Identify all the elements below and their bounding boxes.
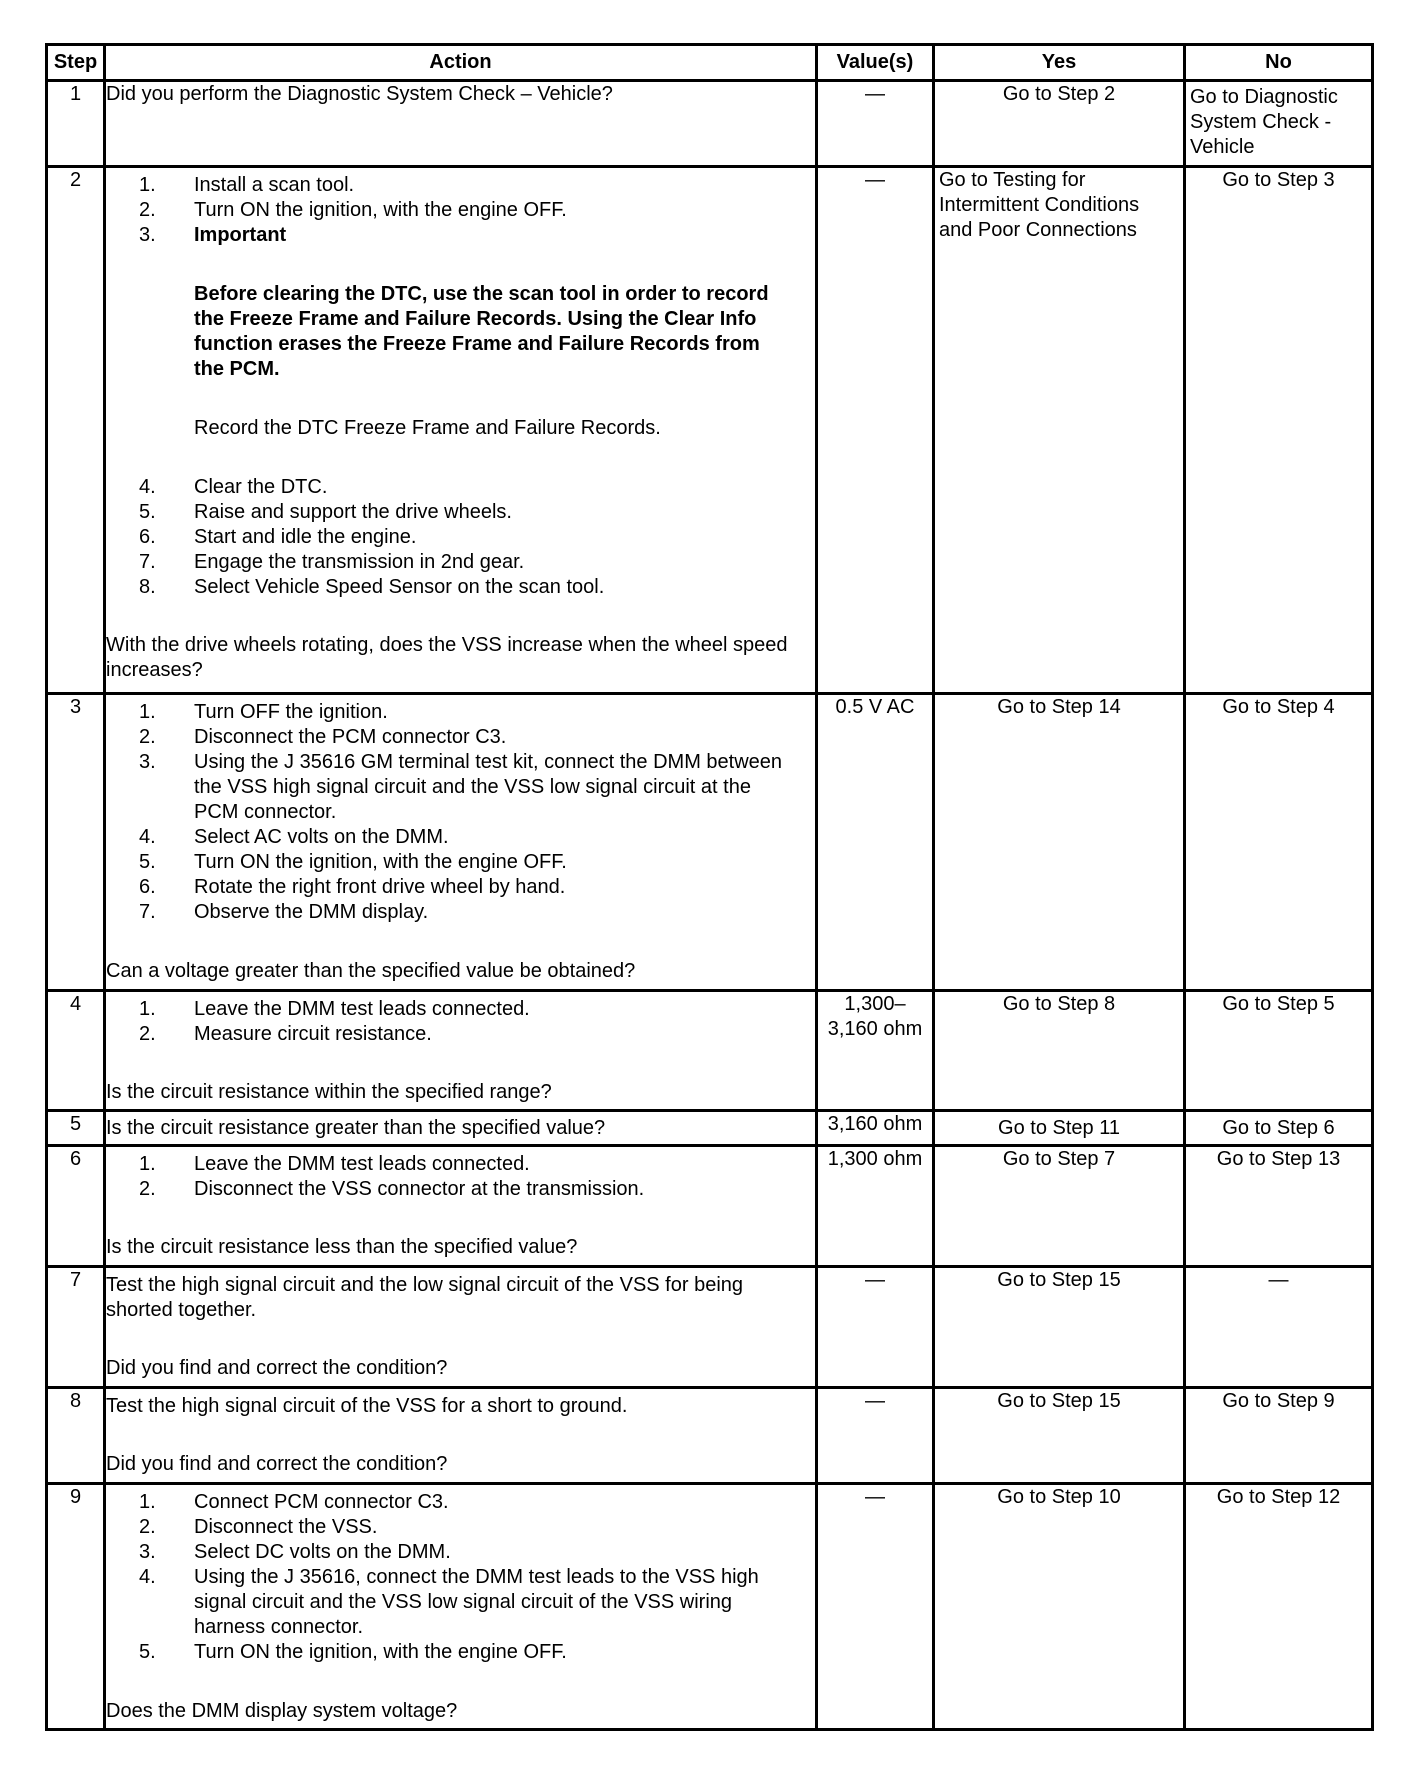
instruction-list bbox=[106, 1490, 815, 1665]
action-cell bbox=[105, 81, 817, 167]
list-item: 6. Start and idle the engine. bbox=[139, 526, 417, 548]
question-text: Is the circuit resistance greater than the specified value? bbox=[106, 1117, 606, 1139]
action-cell bbox=[105, 1484, 817, 1730]
list-item: 1. Connect PCM connector C3. bbox=[139, 1491, 449, 1513]
step-number: 7 bbox=[47, 1267, 105, 1388]
value-cell: — bbox=[817, 1484, 934, 1730]
list-item: 1. Leave the DMM test leads connected. bbox=[139, 998, 530, 1020]
value-cell: — bbox=[817, 81, 934, 167]
list-item: 2. Disconnect the VSS. bbox=[139, 1516, 378, 1538]
header-no: No bbox=[1185, 45, 1373, 81]
action-cell bbox=[105, 167, 817, 694]
test-instruction: Test the high signal circuit and the low signal circuit of the VSS for being shorted together. bbox=[106, 1274, 744, 1321]
action-cell bbox=[105, 1146, 817, 1267]
question-text: Did you find and correct the condition? bbox=[106, 1453, 448, 1475]
list-item: 5. Raise and support the drive wheels. bbox=[139, 501, 512, 523]
table-row bbox=[47, 167, 1373, 694]
instruction-list bbox=[106, 475, 815, 600]
question-text: Did you perform the Diagnostic System Check – Vehicle? bbox=[106, 83, 613, 105]
instruction-list bbox=[106, 173, 815, 248]
yes-cell: Go to Step 7 bbox=[934, 1146, 1185, 1267]
no-cell: Go to Step 3 bbox=[1185, 167, 1373, 694]
no-cell bbox=[1185, 81, 1373, 167]
step-number: 3 bbox=[47, 694, 105, 991]
question-text: Does the DMM display system voltage? bbox=[106, 1700, 458, 1722]
list-item: 4. Using the J 35616, connect the DMM test leads to the VSS high signal circuit and the VSS low signal circuit of the VSS wiring harness connector. bbox=[139, 1566, 759, 1638]
action-cell bbox=[105, 1267, 817, 1388]
step-number: 6 bbox=[47, 1146, 105, 1267]
list-item: 4. Select AC volts on the DMM. bbox=[139, 826, 449, 848]
table-row bbox=[47, 1484, 1373, 1730]
question-text: Is the circuit resistance less than the specified value? bbox=[106, 1236, 578, 1258]
no-cell: Go to Step 9 bbox=[1185, 1388, 1373, 1484]
no-cell: — bbox=[1185, 1267, 1373, 1388]
header-row bbox=[47, 45, 1373, 81]
value-cell: 1,300 ohm bbox=[817, 1146, 934, 1267]
value-range: 1,300– 3,160 ohm bbox=[827, 993, 923, 1040]
header-step: Step bbox=[47, 45, 105, 81]
no-cell: Go to Step 6 bbox=[1185, 1111, 1373, 1146]
value-cell: 3,160 ohm bbox=[817, 1111, 934, 1146]
table-row bbox=[47, 694, 1373, 991]
no-cell: Go to Step 4 bbox=[1185, 694, 1373, 991]
diagnostic-table bbox=[45, 43, 1374, 1731]
instruction-list bbox=[106, 997, 815, 1047]
header-yes: Yes bbox=[934, 45, 1185, 81]
step-number: 5 bbox=[47, 1111, 105, 1146]
list-item: 2. Measure circuit resistance. bbox=[139, 1023, 432, 1045]
step-number: 8 bbox=[47, 1388, 105, 1484]
question-text: With the drive wheels rotating, does the VSS increase when the wheel speed increases? bbox=[106, 634, 788, 681]
yes-cell: Go to Step 15 bbox=[934, 1267, 1185, 1388]
value-cell: 0.5 V AC bbox=[817, 694, 934, 991]
yes-cell: Go to Step 14 bbox=[934, 694, 1185, 991]
record-instruction: Record the DTC Freeze Frame and Failure Records. bbox=[194, 417, 661, 439]
step-number: 4 bbox=[47, 991, 105, 1111]
table-row bbox=[47, 1267, 1373, 1388]
yes-cell: Go to Step 2 bbox=[934, 81, 1185, 167]
action-cell bbox=[105, 1111, 817, 1146]
step-number: 9 bbox=[47, 1484, 105, 1730]
value-cell: — bbox=[817, 1388, 934, 1484]
list-item: 1. Leave the DMM test leads connected. bbox=[139, 1153, 530, 1175]
instruction-list bbox=[106, 1152, 815, 1202]
list-item: 5. Turn ON the ignition, with the engine OFF. bbox=[139, 851, 567, 873]
no-cell: Go to Step 5 bbox=[1185, 991, 1373, 1111]
list-item: 4. Clear the DTC. bbox=[139, 476, 328, 498]
header-action: Action bbox=[105, 45, 817, 81]
list-item: 7. Engage the transmission in 2nd gear. bbox=[139, 551, 525, 573]
list-item: 3. Using the J 35616 GM terminal test kit, connect the DMM between the VSS high signal circuit and the VSS low signal circuit at the PCM connector. bbox=[139, 751, 783, 823]
list-item: 3. Select DC volts on the DMM. bbox=[139, 1541, 451, 1563]
list-item: 3. Important bbox=[139, 224, 287, 246]
value-cell: — bbox=[817, 1267, 934, 1388]
list-item: 8. Select Vehicle Speed Sensor on the scan tool. bbox=[139, 576, 605, 598]
table-row bbox=[47, 1388, 1373, 1484]
value-cell: — bbox=[817, 167, 934, 694]
action-cell bbox=[105, 991, 817, 1111]
header-value: Value(s) bbox=[817, 45, 934, 81]
important-note: Before clearing the DTC, use the scan tool in order to record the Freeze Frame and Failure Records. Using the Clear Info function erases the Freeze Frame and Failure Records from the PCM. bbox=[194, 283, 769, 380]
list-item: 2. Disconnect the PCM connector C3. bbox=[139, 726, 507, 748]
list-item: 7. Observe the DMM display. bbox=[139, 901, 429, 923]
table-row bbox=[47, 81, 1373, 167]
yes-cell: Go to Step 8 bbox=[934, 991, 1185, 1111]
step-number: 1 bbox=[47, 81, 105, 167]
yes-cell bbox=[934, 167, 1185, 694]
yes-cell: Go to Step 11 bbox=[934, 1111, 1185, 1146]
table-row bbox=[47, 1146, 1373, 1267]
yes-link-text: Go to Testing for Intermittent Conditions and Poor Connections bbox=[939, 169, 1140, 241]
list-item: 6. Rotate the right front drive wheel by hand. bbox=[139, 876, 566, 898]
no-cell: Go to Step 12 bbox=[1185, 1484, 1373, 1730]
list-item: 1. Turn OFF the ignition. bbox=[139, 701, 388, 723]
list-item: 2. Disconnect the VSS connector at the transmission. bbox=[139, 1178, 645, 1200]
table-row bbox=[47, 1111, 1373, 1146]
list-item: 5. Turn ON the ignition, with the engine OFF. bbox=[139, 1641, 567, 1663]
list-item: 1. Install a scan tool. bbox=[139, 174, 355, 196]
yes-cell: Go to Step 15 bbox=[934, 1388, 1185, 1484]
table-row bbox=[47, 991, 1373, 1111]
action-cell bbox=[105, 694, 817, 991]
question-text: Is the circuit resistance within the specified range? bbox=[106, 1081, 552, 1103]
step-number: 2 bbox=[47, 167, 105, 694]
no-cell: Go to Step 13 bbox=[1185, 1146, 1373, 1267]
value-cell bbox=[817, 991, 934, 1111]
no-link-text: Go to Diagnostic System Check - Vehicle bbox=[1190, 86, 1338, 158]
yes-cell: Go to Step 10 bbox=[934, 1484, 1185, 1730]
action-cell bbox=[105, 1388, 817, 1484]
question-text: Did you find and correct the condition? bbox=[106, 1357, 448, 1379]
test-instruction: Test the high signal circuit of the VSS for a short to ground. bbox=[106, 1395, 628, 1417]
instruction-list bbox=[106, 700, 815, 925]
question-text: Can a voltage greater than the specified value be obtained? bbox=[106, 960, 636, 982]
list-item: 2. Turn ON the ignition, with the engine OFF. bbox=[139, 199, 567, 221]
